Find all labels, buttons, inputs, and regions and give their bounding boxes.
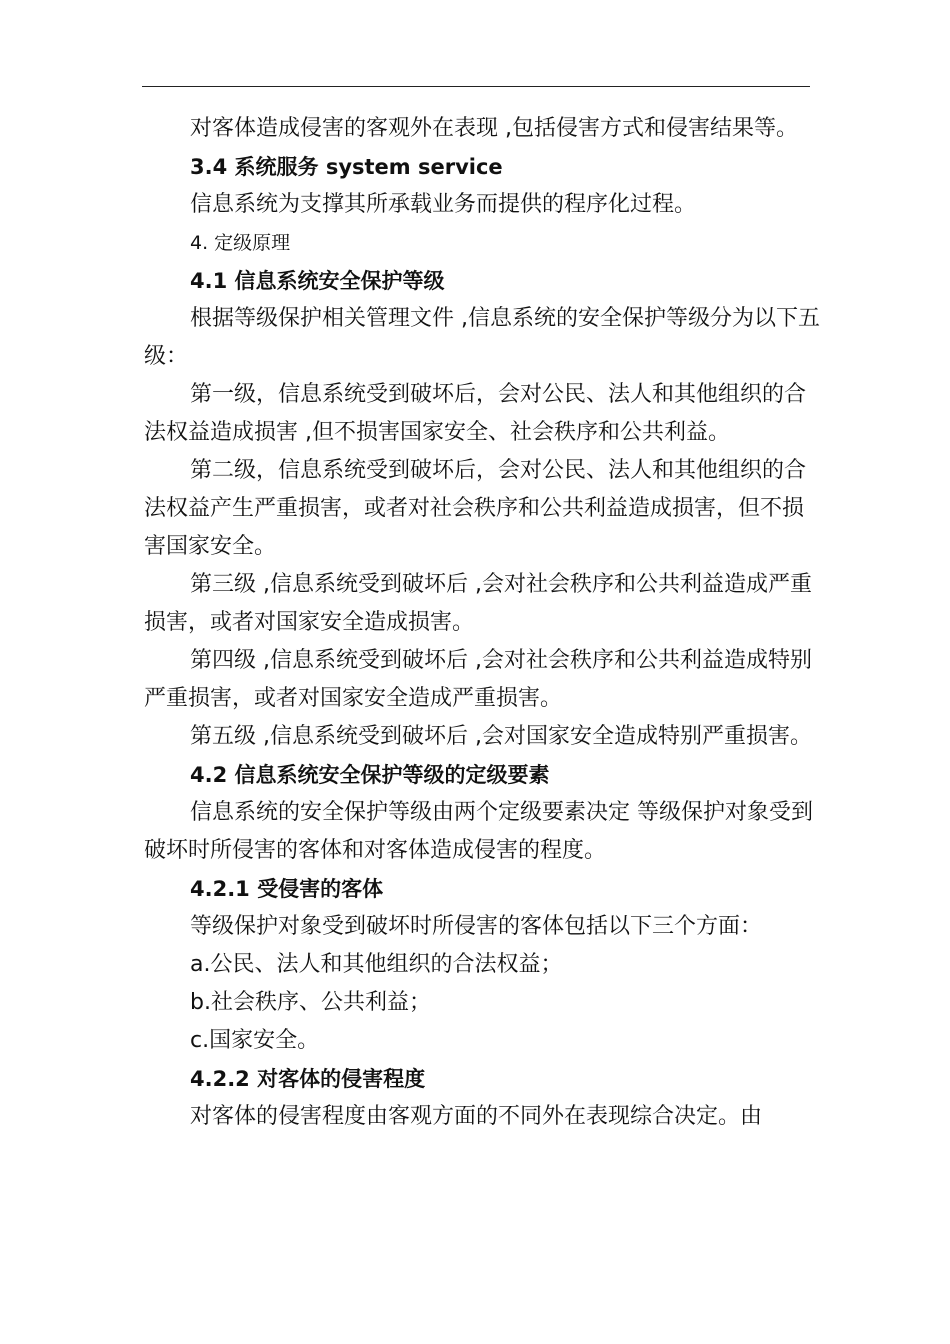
paragraph-system-service-definition: 信息系统为支撑其所承载业务而提供的程序化过程。 — [190, 192, 697, 217]
paragraph-level-4: 第四级 ,信息系统受到破坏后 ,会对社会秩序和公共利益造成特别严重损害，或者对国家安全造成严重损害。 — [144, 648, 812, 711]
paragraph-level-2: 第二级，信息系统受到破坏后，会对公民、法人和其他组织的合法权益产生严重损害，或者对社会秩序和公共利益造成损害，但不损害国家安全。 — [144, 458, 807, 559]
list-item-a: a.公民、法人和其他组织的合法权益； — [190, 952, 563, 977]
header-rule — [142, 86, 810, 87]
paragraph-level-5: 第五级 ,信息系统受到破坏后 ,会对国家安全造成特别严重损害。 — [190, 724, 812, 749]
heading-4-2-1-infringed-object: 4.2.1 受侵害的客体 — [190, 877, 384, 901]
paragraph-harm-manifestation: 对客体造成侵害的客观外在表现 ,包括侵害方式和侵害结果等。 — [190, 116, 798, 141]
paragraph-five-levels-intro: 根据等级保护相关管理文件 ,信息系统的安全保护等级分为以下五级： — [144, 306, 820, 369]
list-item-c: c.国家安全。 — [190, 1028, 320, 1053]
heading-4-2-2-harm-degree: 4.2.2 对客体的侵害程度 — [190, 1067, 426, 1091]
heading-3-4-system-service: 3.4 系统服务 system service — [190, 155, 503, 179]
paragraph-harm-degree: 对客体的侵害程度由客观方面的不同外在表现综合决定。由 — [190, 1104, 763, 1129]
heading-4-2-grading-factors: 4.2 信息系统安全保护等级的定级要素 — [190, 763, 550, 787]
paragraph-three-aspects: 等级保护对象受到破坏时所侵害的客体包括以下三个方面： — [190, 914, 763, 939]
paragraph-grading-factors: 信息系统的安全保护等级由两个定级要素决定 等级保护对象受到破坏时所侵害的客体和对客体造成侵害的程度。 — [144, 800, 813, 863]
document-body — [144, 110, 820, 1136]
paragraph-level-1: 第一级，信息系统受到破坏后，会对公民、法人和其他组织的合法权益造成损害 ,但不损害国家安全、社会秩序和公共利益。 — [144, 382, 807, 445]
heading-4-1-protection-level: 4.1 信息系统安全保护等级 — [190, 269, 445, 293]
heading-4-grading-principle: 4. 定级原理 — [190, 232, 291, 254]
list-item-b: b.社会秩序、公共利益； — [190, 990, 431, 1015]
paragraph-level-3: 第三级 ,信息系统受到破坏后 ,会对社会秩序和公共利益造成严重损害，或者对国家安全造成损害。 — [144, 572, 812, 635]
